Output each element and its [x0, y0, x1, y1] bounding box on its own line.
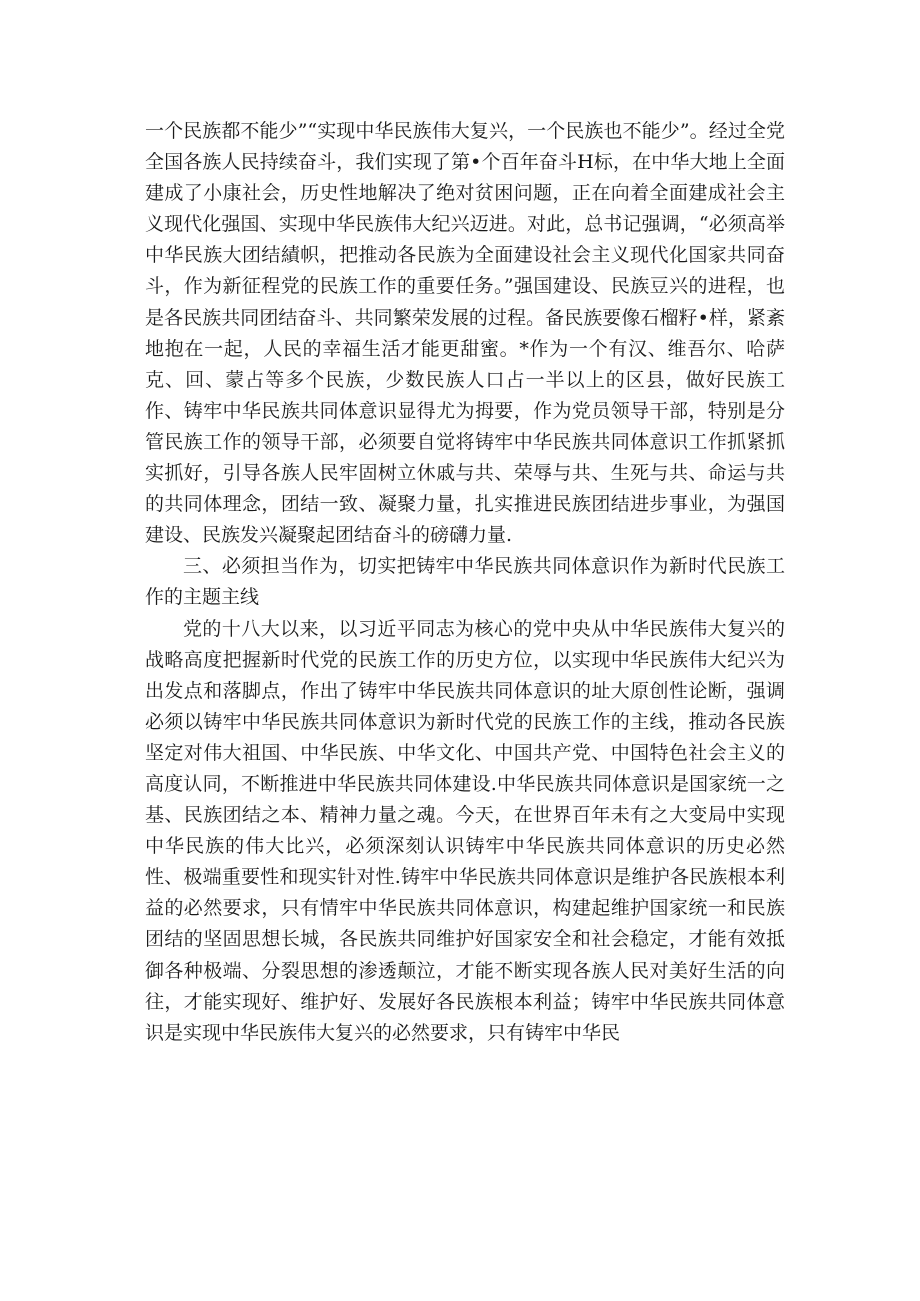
- paragraph-section-three-body: 党的十八大以来，以习近平同志为核心的党中央从中华民族伟大复兴的战略高度把握新时代党的民族工作的历史方位，以实现中华民族伟大纪兴为出发点和落脚点，作出了铸牢中华民族共同体意识的址大原创性论断，强调必须以铸牢中华民族共同体意识为新时代党的民族工作的主线，推动各民族坚定对伟大祖国、中华民族、中华文化、中国共产党、中国特色社会主义的高度认同，不断推进中华民族共同体建设.中华民族共同体意识是国家统一之基、民族团结之本、精神力量之魂。今天，在世界百年未有之大变局中实现中华民族的伟大比兴，必须深刻认识铸牢中华民族共同体意识的历史必然性、极端重要性和现实针对性.铸牢中华民族共同体意识是维护各民族根本利益的必然要求，只有情牢中华民族共同体意识，构建起维护国家统一和民族团结的坚固思想长城，各民族共同维护好国家安全和社会稳定，才能有效抵御各种极端、分裂思想的渗透颠泣，才能不断实现各族人民对美好生活的向往，才能实现好、维护好、发展好各民族根本利益；铸牢中华民族共同体意识是实现中华民族伟大复兴的必然要求，只有铸牢中华民: [145, 617, 785, 1044]
- section-heading-three: 三、必须担当作为，切实把铸牢中华民族共同体意识作为新时代民族工作的主题主线: [145, 555, 785, 609]
- paragraph-opening: 一个民族都不能少”“实现中华民族伟大复兴，一个民族也不能少”。经过全党全国各族人民持续奋斗，我们实现了第•个百年奋斗H标，在中华大地上全面建成了小康社会，历史性地解决了绝对贫困问题，正在向着全面建成社会主义现代化强国、实现中华民族伟大纪兴迈进。对此，总书记强调，“必须高举中华民族大团结績帜，把推动各民族为全面建设社会主义现代化国家共同奋斗，作为新征程党的民族工作的重要任务。”强国建设、民族豆兴的进程，也是各民族共同团结奋斗、共同繁荣发展的过程。备民族要像石榴籽•样，紧紊地抱在一起，人民的幸福生活才能更甜蜜。*作为一个有汉、维吾尔、哈萨克、回、蒙占等多个民族，少数民族人口占一半以上的区县，做好民族工作、铸牢中华民族共同体意识显得尤为拇要，作为党员领导干部，特别是分管民族工作的领导干部，必须要自觉将铸牢中华民族共同体意识工作抓紧抓实抓好，引导各族人民牢固树立休戚与共、荣辱与共、生死与共、命运与共的共同体理念，团结一致、凝聚力量，扎实推进民族团结进步事业，为强国建设、民族发兴凝聚起团结奋斗的磅礴力量.: [145, 120, 785, 547]
- document-body: [145, 116, 785, 1049]
